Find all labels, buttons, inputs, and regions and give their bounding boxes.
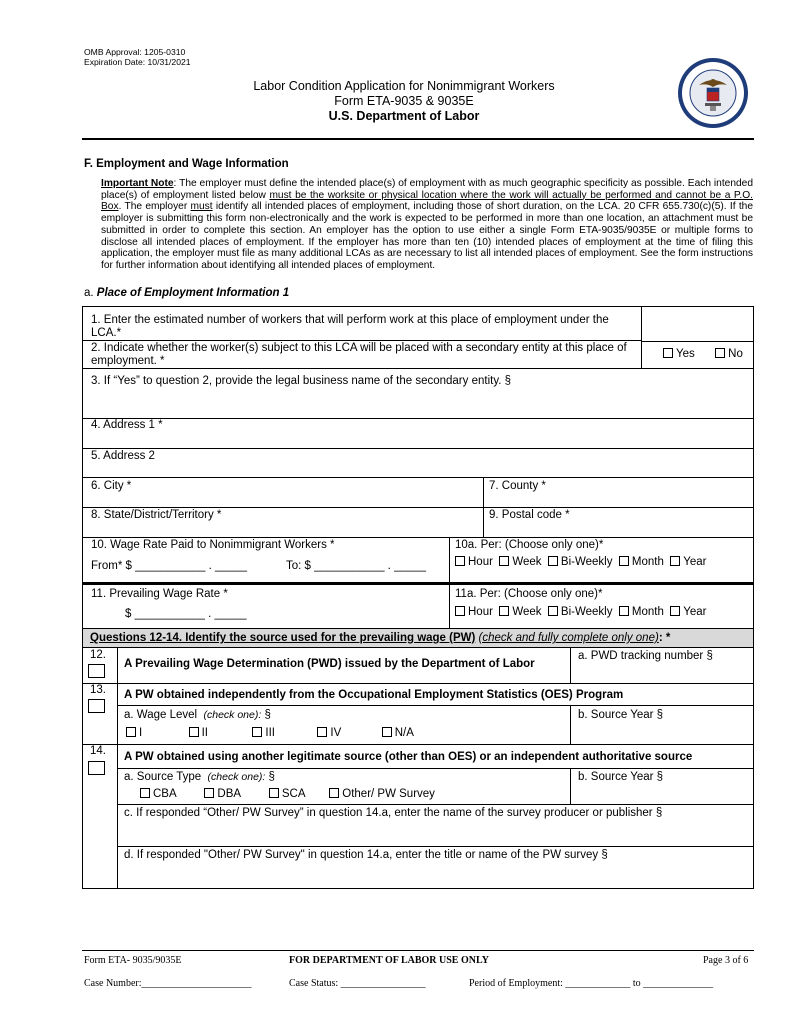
type-label: CBA — [153, 788, 177, 800]
divider — [117, 804, 754, 805]
divider — [117, 846, 754, 847]
divider — [82, 340, 642, 341]
q7-label: 7. County * — [489, 480, 546, 492]
q11a-week-checkbox[interactable] — [499, 606, 509, 616]
q13-number: 13. — [90, 684, 106, 696]
q12a-label: a. PWD tracking number § — [578, 650, 713, 662]
q14b-label: b. Source Year § — [578, 771, 664, 783]
yes-checkbox[interactable] — [663, 348, 673, 358]
no-label: No — [728, 348, 743, 360]
divider — [82, 368, 754, 369]
divider — [82, 683, 754, 684]
footer-form-id: Form ETA- 9035/9035E — [84, 955, 182, 966]
q13a-hint: (check one): — [203, 709, 262, 721]
expiration-date: Expiration Date: 10/31/2021 — [84, 57, 191, 67]
form-title — [200, 79, 608, 124]
header-rule — [82, 138, 754, 140]
divider — [570, 647, 571, 683]
option-label: Week — [512, 556, 542, 568]
sca-checkbox[interactable] — [269, 788, 279, 798]
q14-source-types — [140, 788, 435, 801]
q10a-month-checkbox[interactable] — [619, 556, 629, 566]
level-na-checkbox[interactable] — [382, 727, 392, 737]
other-survey-checkbox[interactable] — [329, 788, 339, 798]
pw-header-hint: (check and fully complete only one) — [478, 632, 659, 644]
q11a-hour-checkbox[interactable] — [455, 606, 465, 616]
q11a-label: 11a. Per: (Choose only one)* — [455, 588, 603, 600]
option-label: Year — [683, 606, 707, 618]
title-line3: U.S. Department of Labor — [328, 109, 480, 123]
dol-seal-icon — [677, 57, 749, 129]
divider — [82, 628, 754, 629]
level-label: N/A — [394, 727, 414, 739]
q10-to-field[interactable]: To: $ ___________ . _____ — [286, 560, 427, 572]
q10a-hour-checkbox[interactable] — [455, 556, 465, 566]
level-i-checkbox[interactable] — [126, 727, 136, 737]
q14-label: A PW obtained using another legitimate source (other than OES) or an independent authoritative source — [124, 751, 693, 763]
note-underline2: must — [190, 201, 213, 213]
important-note — [101, 178, 753, 272]
divider — [82, 744, 754, 745]
omb-approval: OMB Approval: 1205-0310 — [84, 47, 186, 57]
q1-workers-input[interactable] — [642, 307, 753, 340]
q10a-biweekly-checkbox[interactable] — [548, 556, 558, 566]
footer-case-number: Case Number:______________________ — [84, 978, 252, 989]
q4-label: 4. Address 1 * — [91, 419, 163, 431]
q14-checkbox[interactable] — [88, 761, 105, 775]
level-label: III — [265, 727, 275, 739]
section-a-title: Place of Employment Information 1 — [96, 287, 290, 299]
thick-divider — [82, 582, 754, 585]
note-part2: . The employer — [118, 201, 191, 213]
option-label: Hour — [468, 556, 493, 568]
q11-wage-field[interactable]: $ ___________ . _____ — [125, 608, 247, 620]
footer-period: Period of Employment: _____________ to ______________ — [469, 978, 714, 989]
q13a-text: a. Wage Level — [124, 709, 198, 721]
divider — [82, 507, 754, 508]
note-underline1: must be the worksite or physical location where the work will actually be performed and cannot be a P.O. Box — [101, 189, 753, 213]
level-iii-checkbox[interactable] — [252, 727, 262, 737]
cba-checkbox[interactable] — [140, 788, 150, 798]
divider — [570, 705, 571, 744]
q10a-options — [455, 556, 706, 569]
q13-wage-levels — [126, 727, 414, 740]
pw-header-end: : * — [658, 632, 671, 644]
type-label: DBA — [217, 788, 241, 800]
option-label: Month — [631, 606, 664, 618]
q2-label: 2. Indicate whether the worker(s) subject to this LCA will be placed with a secondary entity at this place of employment. * — [91, 342, 627, 367]
divider — [570, 768, 571, 804]
option-label: Week — [512, 606, 542, 618]
section-f-heading: F. Employment and Wage Information — [84, 158, 289, 170]
q11a-options — [455, 606, 706, 619]
option-label: Bi-Weekly — [560, 556, 613, 568]
footer-rule — [82, 950, 754, 951]
q13a-end: § — [261, 709, 271, 721]
q13b-label: b. Source Year § — [578, 709, 664, 721]
divider — [641, 341, 754, 342]
level-ii-checkbox[interactable] — [189, 727, 199, 737]
q10-label: 10. Wage Rate Paid to Nonimmigrant Workers * — [91, 539, 335, 551]
q11a-biweekly-checkbox[interactable] — [548, 606, 558, 616]
q12-label: A Prevailing Wage Determination (PWD) issued by the Department of Labor — [124, 658, 535, 670]
q14a-end: § — [265, 771, 275, 783]
level-label: IV — [330, 727, 342, 739]
option-label: Bi-Weekly — [560, 606, 613, 618]
divider — [82, 537, 754, 538]
q14-number: 14. — [90, 745, 106, 757]
q10a-label: 10a. Per: (Choose only one)* — [455, 539, 604, 551]
q11a-year-checkbox[interactable] — [670, 606, 680, 616]
pw-header-text: Questions 12-14. Identify the source used for the prevailing wage (PW) — [90, 632, 476, 644]
q11-label: 11. Prevailing Wage Rate * — [91, 588, 228, 600]
q13a-label — [124, 709, 271, 722]
title-line2: Form ETA-9035 & 9035E — [334, 94, 474, 108]
pw-header — [90, 632, 670, 645]
footer-dol-only: FOR DEPARTMENT OF LABOR USE ONLY — [289, 955, 489, 966]
q14d-label: d. If responded "Other/ PW Survey" in question 14.a, enter the title or name of the PW survey § — [124, 849, 608, 861]
divider — [82, 448, 754, 449]
type-label: SCA — [281, 788, 305, 800]
q2-options — [663, 348, 743, 361]
q9-label: 9. Postal code * — [489, 509, 570, 521]
q10a-week-checkbox[interactable] — [499, 556, 509, 566]
q5-label: 5. Address 2 — [91, 450, 155, 462]
q13-checkbox[interactable] — [88, 699, 105, 713]
q14a-hint: (check one): — [207, 771, 266, 783]
divider — [82, 647, 754, 648]
no-checkbox[interactable] — [715, 348, 725, 358]
dba-checkbox[interactable] — [204, 788, 214, 798]
q13-label: A PW obtained independently from the Occupational Employment Statistics (OES) Program — [124, 689, 624, 701]
type-label: Other/ PW Survey — [342, 788, 435, 800]
option-label: Hour — [468, 606, 493, 618]
q10-from-field[interactable]: From* $ ___________ . _____ — [91, 560, 248, 572]
level-label: I — [139, 727, 143, 739]
divider — [82, 477, 754, 478]
q3-label: 3. If “Yes” to question 2, provide the legal business name of the secondary entity. § — [91, 375, 512, 387]
divider — [82, 418, 754, 419]
footer-case-status: Case Status: _________________ — [289, 978, 426, 989]
q14a-label — [124, 771, 275, 784]
level-label: II — [201, 727, 208, 739]
divider — [117, 705, 754, 706]
option-label: Year — [683, 556, 707, 568]
q11a-month-checkbox[interactable] — [619, 606, 629, 616]
title-line1: Labor Condition Application for Nonimmigrant Workers — [253, 79, 555, 93]
level-iv-checkbox[interactable] — [317, 727, 327, 737]
q6-label: 6. City * — [91, 480, 132, 492]
note-part1: : The employer must define the intended place(s) of employment with as much geographic specificity as possible. Each intended place(s) of employment listed below — [101, 178, 753, 201]
q14a-text: a. Source Type — [124, 771, 202, 783]
section-a-prefix: a. — [84, 287, 97, 299]
q12-number: 12. — [90, 649, 106, 661]
q10a-year-checkbox[interactable] — [670, 556, 680, 566]
footer-page-number: Page 3 of 6 — [703, 955, 749, 966]
q12-checkbox[interactable] — [88, 664, 105, 678]
note-part3: identify all intended places of employment, including those of short duration, on the LCA. 20 CFR 655.730(c)(5). If the employer is submitting this form non-electronically and the work is expected to be performed in more than one location, an attachment must be submitted in order to complete this section. An employer has the option to use either a single Form ETA-9035/9035E or multiple forms to disclose all intended places of employment. If the employer has more than ten (10) intended places of employment at the time of filing this application, the employer must file as many additional LCAs as are necessary to list all intended places of employment. See the form instructions for further information about identifying all intended places of employment. — [101, 201, 754, 271]
q14c-label: c. If responded “Other/ PW Survey” in question 14.a, enter the name of the survey producer or publisher § — [124, 807, 663, 819]
divider — [117, 768, 754, 769]
note-label: Important Note — [101, 178, 174, 189]
section-a-heading — [84, 287, 289, 299]
q1-label: 1. Enter the estimated number of workers that will perform work at this place of employment under the LCA.* — [91, 314, 609, 339]
yes-label: Yes — [676, 348, 695, 360]
option-label: Month — [631, 556, 664, 568]
omb-block — [84, 47, 191, 67]
q8-label: 8. State/District/Territory * — [91, 509, 222, 521]
